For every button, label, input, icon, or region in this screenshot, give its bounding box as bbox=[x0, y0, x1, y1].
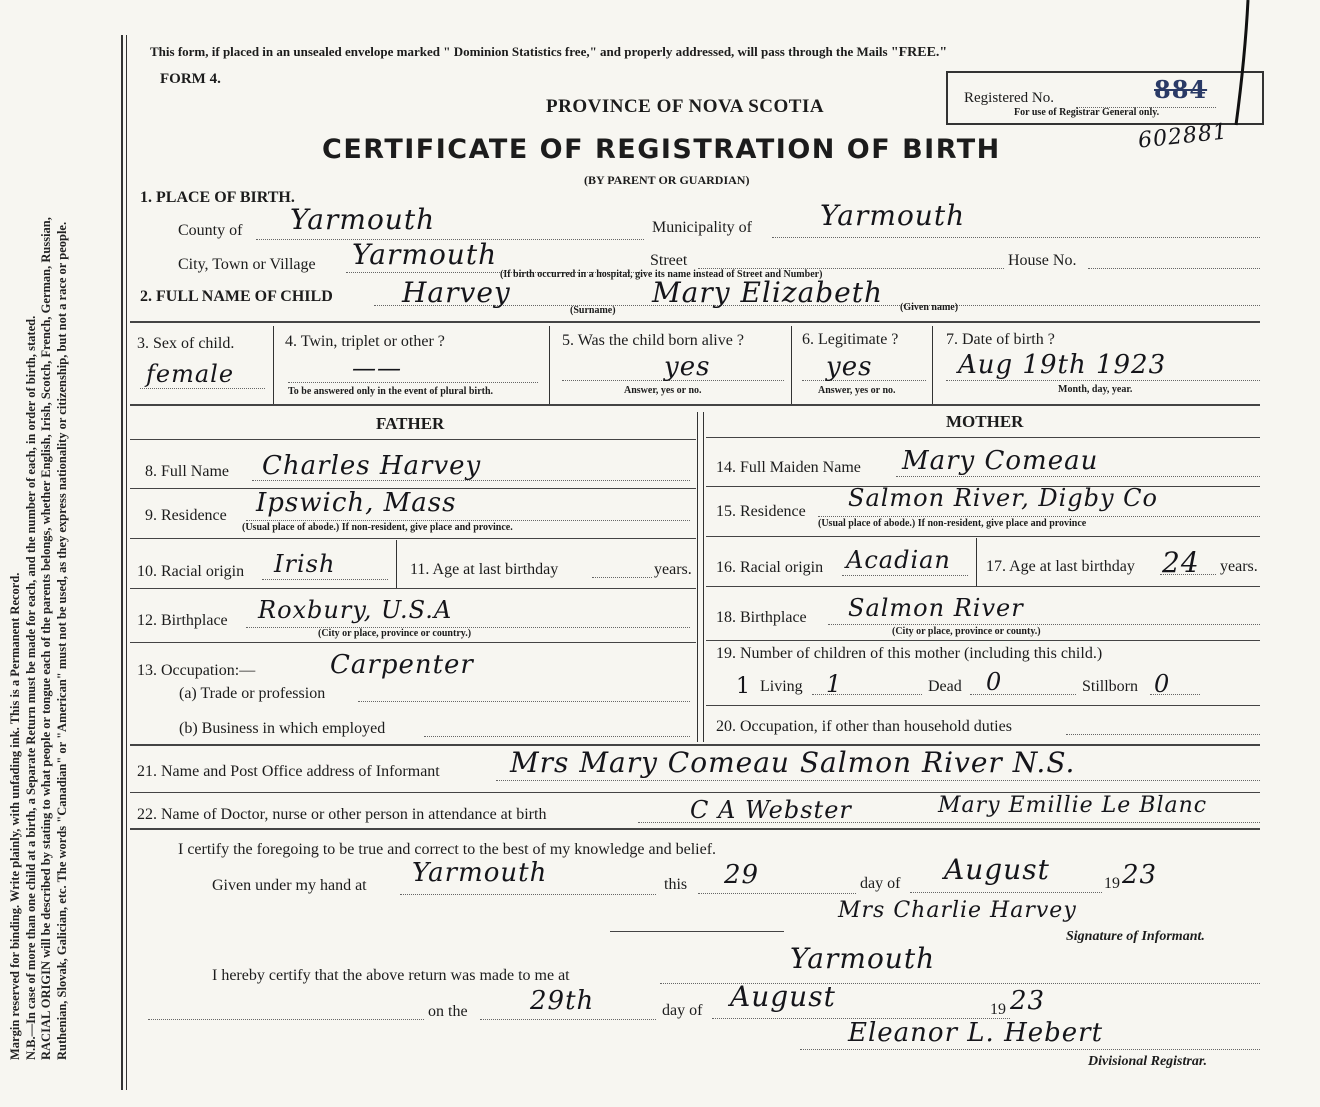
certify-year-prefix: 19 bbox=[1104, 875, 1120, 892]
registrar-left-dots bbox=[148, 1019, 424, 1020]
given-name-note: (Given name) bbox=[900, 302, 959, 313]
house-dots bbox=[1088, 268, 1260, 269]
mother-res-note: (Usual place of abode.) If non-resident, give place and province bbox=[818, 518, 1087, 529]
informant-signature-line bbox=[610, 931, 784, 932]
sex-value: female bbox=[146, 360, 235, 388]
binding-margin-notes bbox=[8, 0, 133, 1100]
child-surname-value: Harvey bbox=[402, 276, 511, 309]
twin-note: To be answered only in the event of plural birth. bbox=[288, 386, 494, 397]
div-10-11 bbox=[396, 540, 397, 588]
margin-line-2: RACIAL ORIGIN will be described by stating to what people or tongue each of the parents belongs, whether English, Irish, Scotch, French, German, Russian, bbox=[39, 217, 53, 1060]
father-birthplace-label: 12. Birthplace bbox=[137, 612, 228, 629]
county-label: County of bbox=[178, 222, 243, 239]
registered-value: 884 bbox=[1154, 75, 1208, 104]
margin-line-3: N.B.—In case of more than one child at a birth, a Separate Return must be made for each, and the number of each, in order of birth, stated. bbox=[23, 315, 38, 1060]
living-value: 1 bbox=[826, 670, 843, 698]
father-res-note: (Usual place of abode.) If non-resident, give place and province. bbox=[242, 522, 513, 533]
mother-birthplace-label: 18. Birthplace bbox=[716, 609, 807, 626]
divisional-registrar-label: Divisional Registrar. bbox=[1088, 1054, 1208, 1069]
registrar-sig-dots bbox=[800, 1049, 1260, 1050]
child-given-value: Mary Elizabeth bbox=[652, 276, 884, 309]
dead-value: 0 bbox=[986, 668, 1003, 696]
certificate-title: CERTIFICATE OF REGISTRATION OF BIRTH bbox=[322, 134, 1001, 165]
informant-value: Mrs Mary Comeau Salmon River N.S. bbox=[510, 746, 1076, 779]
parents-center-rule-a bbox=[697, 412, 698, 742]
certify-statement: I certify the foregoing to be true and correct to the best of my knowledge and belief. bbox=[178, 841, 717, 858]
informant-label: 21. Name and Post Office address of Informant bbox=[137, 763, 440, 780]
legit-label: 6. Legitimate ? bbox=[802, 331, 899, 348]
signature-of-informant-label: Signature of Informant. bbox=[1066, 929, 1205, 944]
dob-label: 7. Date of birth ? bbox=[946, 331, 1055, 348]
legit-note: Answer, yes or no. bbox=[818, 385, 896, 396]
doctor-value-1: C A Webster bbox=[690, 796, 852, 824]
city-label: City, Town or Village bbox=[178, 256, 316, 273]
place-heading: 1. PLACE OF BIRTH. bbox=[140, 189, 295, 206]
rule-18 bbox=[706, 640, 1260, 641]
registered-note: For use of Registrar General only. bbox=[1014, 107, 1160, 118]
hospital-note: (If birth occurred in a hospital, give its name instead of Street and Number) bbox=[500, 269, 823, 280]
this-day-dots bbox=[698, 893, 856, 894]
certificate-subtitle: (BY PARENT OR GUARDIAN) bbox=[584, 173, 750, 187]
municipality-label: Municipality of bbox=[652, 219, 752, 236]
registrar-place-value: Yarmouth bbox=[790, 942, 936, 975]
on-the-label: on the bbox=[428, 1003, 468, 1020]
mother-res-value: Salmon River, Digby Co bbox=[848, 484, 1158, 512]
twin-value: —— bbox=[352, 354, 402, 382]
father-res-value: Ipswich, Mass bbox=[256, 488, 457, 518]
div-legit bbox=[932, 326, 933, 404]
this-label: this bbox=[664, 876, 688, 893]
registrar-month-value: August bbox=[730, 980, 836, 1013]
mother-heading: MOTHER bbox=[946, 412, 1024, 431]
certify-day-of-label: day of bbox=[860, 875, 901, 892]
father-heading: FATHER bbox=[376, 414, 445, 433]
registrar-day-dots bbox=[480, 1019, 656, 1020]
mother-occ-label: 20. Occupation, if other than household duties bbox=[716, 718, 1012, 735]
mother-age-unit: years. bbox=[1220, 558, 1258, 575]
mother-res-dots bbox=[818, 516, 1260, 517]
rule-15 bbox=[706, 536, 1260, 537]
mother-name-label: 14. Full Maiden Name bbox=[716, 459, 861, 476]
rule-19 bbox=[706, 705, 1260, 706]
father-occ-value: Carpenter bbox=[330, 650, 474, 680]
mother-age-value: 24 bbox=[1162, 546, 1200, 579]
given-place-dots bbox=[400, 894, 656, 895]
father-racial-dots bbox=[262, 579, 388, 580]
stamp-number: 602881 bbox=[1136, 119, 1230, 154]
rule-father-heading bbox=[130, 439, 696, 440]
rule-16 bbox=[706, 586, 1260, 587]
alive-label: 5. Was the child born alive ? bbox=[562, 332, 744, 349]
mail-note: This form, if placed in an unsealed envelope marked " Dominion Statistics free," and properly addressed, will pass through the Mails "FREE." bbox=[150, 44, 948, 60]
informant-dots bbox=[496, 780, 1260, 781]
parents-center-rule-b bbox=[703, 412, 704, 742]
county-value: Yarmouth bbox=[290, 203, 436, 236]
father-occ-label: 13. Occupation:— bbox=[137, 662, 256, 679]
surname-note: (Surname) bbox=[570, 305, 616, 316]
legit-value: yes bbox=[826, 352, 873, 382]
div-sex bbox=[273, 326, 274, 404]
div-16-17 bbox=[976, 538, 977, 586]
dob-dots bbox=[946, 380, 1260, 381]
margin-line-1: Ruthenian, Slovak, Galician, etc. The words "Canadian" or "American" must not be used, as they express nationality or citizenship, but not a race or people. bbox=[54, 221, 69, 1060]
house-label: House No. bbox=[1008, 252, 1077, 269]
mother-birthplace-value: Salmon River bbox=[848, 594, 1024, 622]
father-name-label: 8. Full Name bbox=[145, 463, 229, 480]
twin-label: 4. Twin, triplet or other ? bbox=[285, 333, 445, 350]
father-name-value: Charles Harvey bbox=[262, 451, 482, 481]
rule-12 bbox=[130, 642, 696, 643]
form-number: FORM 4. bbox=[160, 71, 221, 87]
doctor-label: 22. Name of Doctor, nurse or other person in attendance at birth bbox=[137, 806, 547, 823]
mother-name-dots bbox=[896, 476, 1260, 477]
dob-value: Aug 19th 1923 bbox=[958, 350, 1167, 380]
given-place-value: Yarmouth bbox=[412, 858, 548, 888]
registrar-year-prefix: 19 bbox=[990, 1001, 1006, 1018]
municipality-value: Yarmouth bbox=[820, 199, 966, 232]
city-value: Yarmouth bbox=[352, 238, 498, 271]
business-dots bbox=[424, 736, 690, 737]
registrar-statement: I hereby certify that the above return was made to me at bbox=[212, 967, 570, 984]
business-label: (b) Business in which employed bbox=[179, 720, 386, 737]
margin-rule-outer bbox=[121, 35, 123, 1090]
father-res-label: 9. Residence bbox=[145, 507, 227, 524]
div-alive bbox=[791, 326, 792, 404]
certify-month-dots bbox=[910, 892, 1102, 893]
registrar-year-value: 23 bbox=[1010, 986, 1046, 1016]
div-twin bbox=[549, 326, 550, 404]
registered-number-box bbox=[946, 71, 1264, 125]
mother-birthplace-dots bbox=[828, 624, 1260, 625]
trade-dots bbox=[358, 701, 690, 702]
sex-dots bbox=[140, 388, 265, 389]
street-label: Street bbox=[650, 252, 688, 269]
rule-9 bbox=[130, 538, 696, 539]
children-label: 19. Number of children of this mother (including this child.) bbox=[716, 645, 1103, 662]
doctor-value-2: Mary Emillie Le Blanc bbox=[938, 793, 1208, 818]
dead-label: Dead bbox=[928, 678, 962, 695]
mother-res-label: 15. Residence bbox=[716, 503, 806, 520]
stillborn-label: Stillborn bbox=[1082, 678, 1139, 695]
informant-signature: Mrs Charlie Harvey bbox=[838, 898, 1077, 923]
living-label: Living bbox=[760, 678, 803, 695]
margin-rule-inner bbox=[126, 35, 127, 1090]
father-racial-label: 10. Racial origin bbox=[137, 563, 245, 580]
certify-year-value: 23 bbox=[1122, 860, 1158, 890]
father-racial-value: Irish bbox=[274, 550, 336, 578]
municipality-dots bbox=[772, 237, 1260, 238]
father-age-unit: years. bbox=[654, 561, 692, 578]
certify-day-value: 29 bbox=[724, 860, 760, 890]
registrar-day-value: 29th bbox=[530, 986, 595, 1016]
stillborn-value: 0 bbox=[1154, 670, 1171, 698]
mother-occ-dots bbox=[1066, 734, 1260, 735]
rule-10 bbox=[130, 588, 696, 589]
trade-label: (a) Trade or profession bbox=[179, 685, 326, 702]
margin-line-4: Margin reserved for binding. Write plainly, with unfading ink. This is a Permanent Record. bbox=[8, 572, 22, 1060]
alive-value: yes bbox=[664, 352, 711, 382]
mother-name-value: Mary Comeau bbox=[902, 446, 1099, 476]
mother-birthplace-note: (City or place, province or county.) bbox=[892, 626, 1041, 637]
sex-label: 3. Sex of child. bbox=[137, 335, 235, 352]
alive-note: Answer, yes or no. bbox=[624, 385, 702, 396]
mother-racial-value: Acadian bbox=[846, 546, 951, 574]
rule-22 bbox=[130, 828, 1260, 830]
given-label: Given under my hand at bbox=[212, 877, 367, 894]
rule-below-dob bbox=[130, 404, 1260, 406]
mother-racial-dots bbox=[842, 575, 968, 576]
child-name-label: 2. FULL NAME OF CHILD bbox=[140, 288, 333, 305]
dob-note: Month, day, year. bbox=[1058, 384, 1133, 395]
registrar-signature: Eleanor L. Hebert bbox=[848, 1018, 1104, 1048]
father-birthplace-note: (City or place, province or country.) bbox=[318, 628, 472, 639]
father-res-dots bbox=[246, 520, 690, 521]
province-heading: PROVINCE OF NOVA SCOTIA bbox=[546, 96, 825, 117]
father-age-label: 11. Age at last birthday bbox=[410, 561, 559, 578]
mother-racial-label: 16. Racial origin bbox=[716, 559, 824, 576]
father-age-dots bbox=[592, 577, 652, 578]
twin-dots bbox=[288, 382, 538, 383]
pen-stroke-mark bbox=[1222, 0, 1252, 130]
living-count-prefix: 1 bbox=[736, 674, 751, 699]
rule-mother-heading bbox=[706, 437, 1260, 438]
registrar-day-of-label: day of bbox=[662, 1002, 703, 1019]
father-birthplace-value: Roxbury, U.S.A bbox=[258, 596, 453, 624]
registered-label: Registered No. bbox=[964, 90, 1054, 106]
mother-age-label: 17. Age at last birthday bbox=[986, 558, 1135, 575]
rule-below-name bbox=[130, 321, 1260, 323]
certify-month-value: August bbox=[944, 853, 1050, 886]
